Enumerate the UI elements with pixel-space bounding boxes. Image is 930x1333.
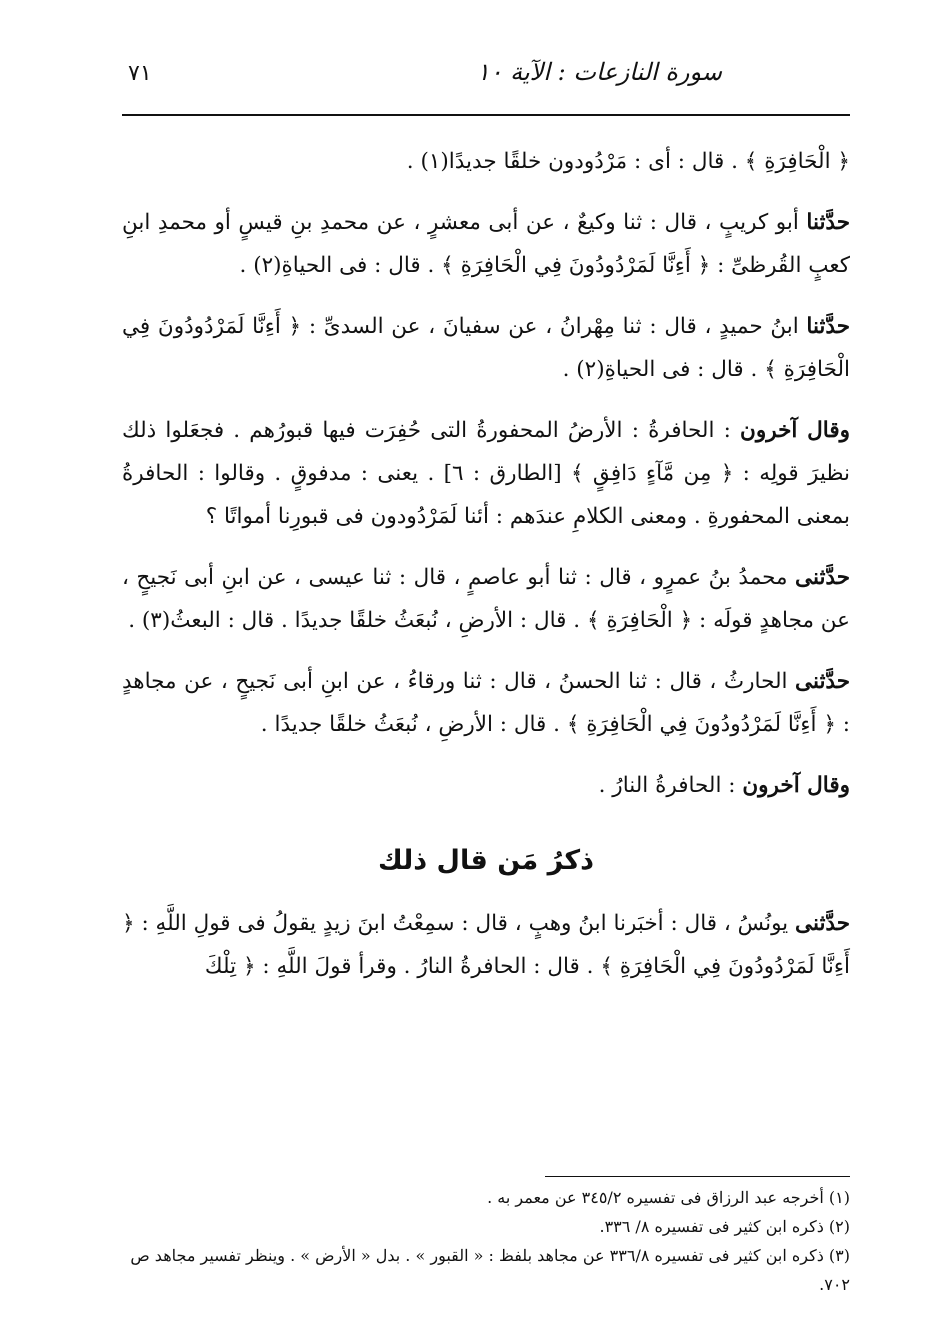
paragraph-lead: حدَّثنى — [795, 565, 850, 590]
page-number: ٧١ — [128, 61, 152, 86]
paragraph-lead: حدَّثنى — [795, 911, 850, 936]
body-text — [122, 140, 850, 988]
paragraph-text: : الحافرةُ النارُ . — [598, 773, 736, 798]
paragraph-lead: وقال آخرون — [740, 418, 850, 443]
book-page — [122, 58, 850, 1006]
paragraph-1 — [122, 140, 850, 183]
footnotes — [122, 1176, 850, 1299]
paragraph-text: الحارثُ ، قال : ثنا الحسنُ ، قال : ثنا ورقاءُ ، عن ابنِ أبى نَجيحٍ ، عن مجاهدٍ : ﴿ أَءِنَّا لَمَرْدُودُونَ فِي الْحَافِرَةِ ﴾ . قال : الأرضِ ، نُبعَثُ خلقًا جديدًا . — [122, 669, 850, 737]
footnote-3: (٣) ذكره ابن كثير فى تفسيره ٣٣٦/٨ عن مجاهد بلفظ : « القبور » . بدل « الأرض » . وينظر تفسير مجاهد ص ٧٠٢. — [130, 1246, 850, 1294]
paragraph-text: محمدُ بنُ عمرٍو ، قال : ثنا أبو عاصمٍ ، قال : ثنا عيسى ، عن ابنِ أبى نَجيحٍ ، عن مجاهدٍ قولَه : ﴿ الْحَافِرَةِ ﴾ . قال : الأرضِ ، نُبعَثُ خلقًا جديدًا . قال : البعثُ(٣) . — [122, 565, 850, 633]
footnote-1: (١) أخرجه عبد الرزاق فى تفسيره ٣٤٥/٢ عن معمر به . — [487, 1188, 850, 1207]
paragraph-4 — [122, 409, 850, 538]
paragraph-7 — [122, 764, 850, 807]
paragraph-text: ﴿ الْحَافِرَةِ ﴾ . قال : أى : مَرْدُودون خلقًا جديدًا(١) . — [406, 149, 850, 174]
paragraph-lead: حدَّثنى — [795, 669, 850, 694]
paragraph-2 — [122, 201, 850, 287]
paragraph-6 — [122, 660, 850, 746]
footnote-2: (٢) ذكره ابن كثير فى تفسيره ٨/ ٣٣٦. — [599, 1217, 850, 1236]
paragraph-lead: وقال آخرون — [742, 773, 850, 798]
paragraph-5 — [122, 556, 850, 642]
paragraph-lead: حدَّثنا — [806, 314, 850, 339]
paragraph-8 — [122, 902, 850, 988]
paragraph-lead: حدَّثنا — [806, 210, 851, 235]
section-heading: ذكرُ مَن قال ذلك — [378, 845, 594, 876]
running-header — [122, 58, 850, 116]
running-title: سورة النازعات : الآية ١٠ — [476, 58, 722, 86]
paragraph-text: يونُسُ ، قال : أخبَرنا ابنُ وهبٍ ، قال : سمِعْتُ ابنَ زيدٍ يقولُ فى قولِ اللَّهِ : ﴿ أَءِنَّا لَمَرْدُودُونَ فِي الْحَافِرَةِ ﴾ . قال : الحافرةُ النارُ . وقرأ قولَ اللَّهِ : ﴿ تِلْكَ — [122, 911, 850, 979]
paragraph-text: أبو كريبٍ ، قال : ثنا وكيعٌ ، عن أبى معشرٍ ، عن محمدِ بنِ قيسٍ أو محمدِ ابنِ كعبٍ القُرظىِّ : ﴿ أَءِنَّا لَمَرْدُودُونَ فِي الْحَافِرَةِ ﴾ . قال : فى الحياةِ(٢) . — [122, 210, 850, 278]
paragraph-text: ابنُ حميدٍ ، قال : ثنا مِهْرانُ ، عن سفيانَ ، عن السدىِّ : ﴿ أَءِنَّا لَمَرْدُودُونَ فِي الْحَافِرَةِ ﴾ . قال : فى الحياةِ(٢) . — [122, 314, 850, 382]
paragraph-3 — [122, 305, 850, 391]
paragraph-text: : الحافرةُ : الأرضُ المحفورةُ التى حُفِرَت فيها قبورُهم . فجعَلوا ذلك نظيرَ قولِه : ﴿ مِن مَّآءٍ دَافِقٍ ﴾ [الطارق : ٦] . يعنى : مدفوقٍ . وقالوا : الحافرةُ بمعنى المحفورةِ . ومعنى الكلامِ عندَهم : أئنا لَمَرْدُودون فى قبورِنا أمواتًا ؟ — [122, 418, 850, 529]
footnote-divider — [545, 1176, 850, 1177]
